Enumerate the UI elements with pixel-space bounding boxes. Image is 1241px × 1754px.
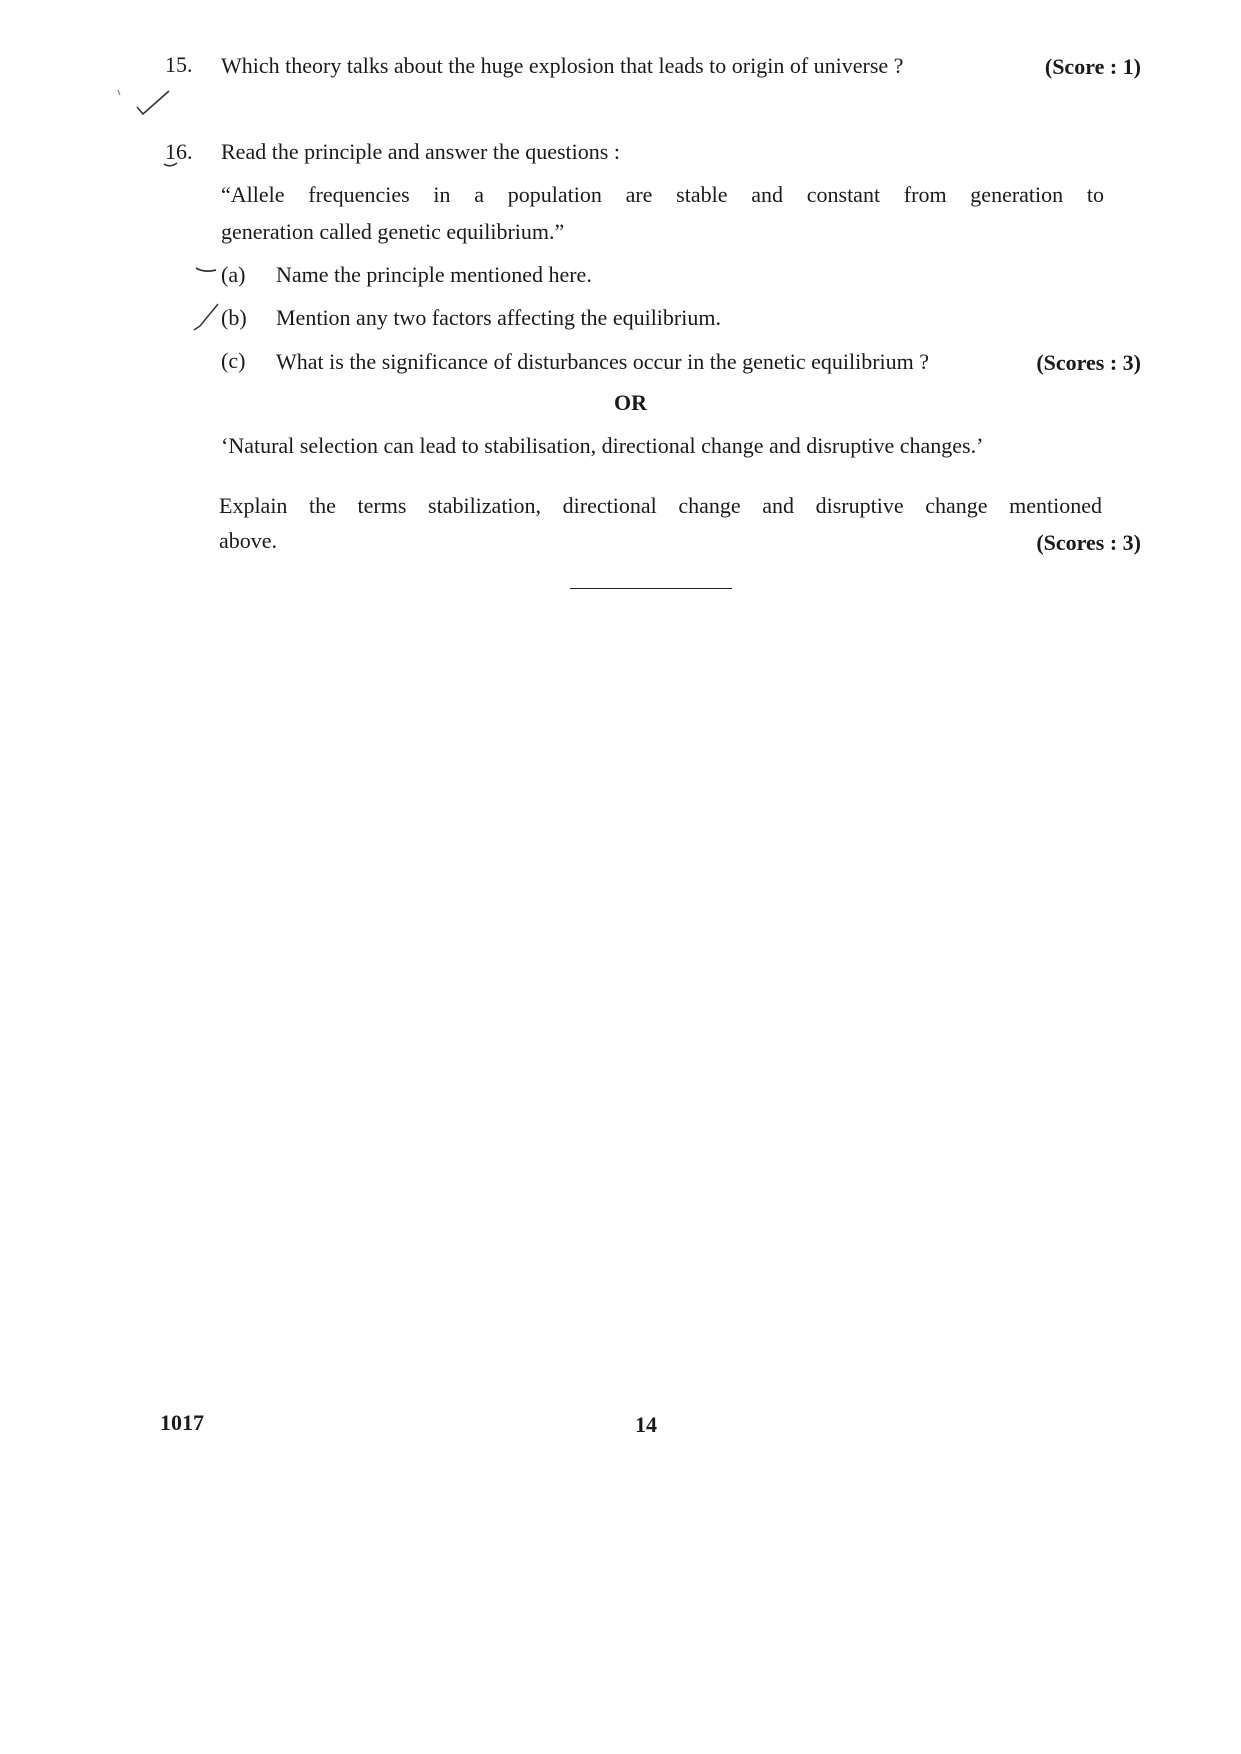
q16-alt-line-2: above. [219, 528, 278, 553]
or-divider-label: OR [614, 390, 647, 415]
q16-alt-line-1: Explain the terms stabilization, directional change and disruptive change mentioned [219, 493, 1102, 518]
paper-code: 1017 [160, 1410, 204, 1435]
q16-quote-line-1: “Allele frequencies in a population are stable and constant from generation to [221, 182, 1104, 207]
q16-alt-statement: ‘Natural selection can lead to stabilisation, directional change and disruptive changes.’ [221, 433, 984, 458]
q15-text: Which theory talks about the huge explosion that leads to origin of universe ? [221, 53, 904, 78]
handwritten-underline-icon [162, 160, 192, 172]
q16-alt-score: (Scores : 3) [1036, 530, 1141, 555]
q15-number: 15. [165, 52, 193, 77]
q16-part-c-label: (c) [221, 348, 246, 373]
q16-part-a-text: Name the principle mentioned here. [276, 262, 592, 287]
end-of-section-rule [570, 588, 732, 589]
q15-score: (Score : 1) [1044, 54, 1141, 79]
q16-part-b-label: (b) [221, 305, 247, 330]
handwritten-check-icon [190, 300, 224, 336]
q16-number: 16. [165, 139, 193, 164]
page-number: 14 [635, 1412, 657, 1437]
handwritten-dash-icon [194, 264, 220, 278]
q16-part-c-text: What is the significance of disturbances occur in the genetic equilibrium ? [276, 349, 930, 374]
q16-part-b-text: Mention any two factors affecting the equilibrium. [276, 305, 721, 330]
q16-part-c-score: (Scores : 3) [1036, 350, 1141, 375]
q16-quote-line-2: generation called genetic equilibrium.” [221, 219, 565, 244]
q16-intro: Read the principle and answer the questions : [221, 139, 620, 164]
handwritten-check-icon [115, 85, 185, 125]
q16-part-a-label: (a) [221, 262, 246, 287]
